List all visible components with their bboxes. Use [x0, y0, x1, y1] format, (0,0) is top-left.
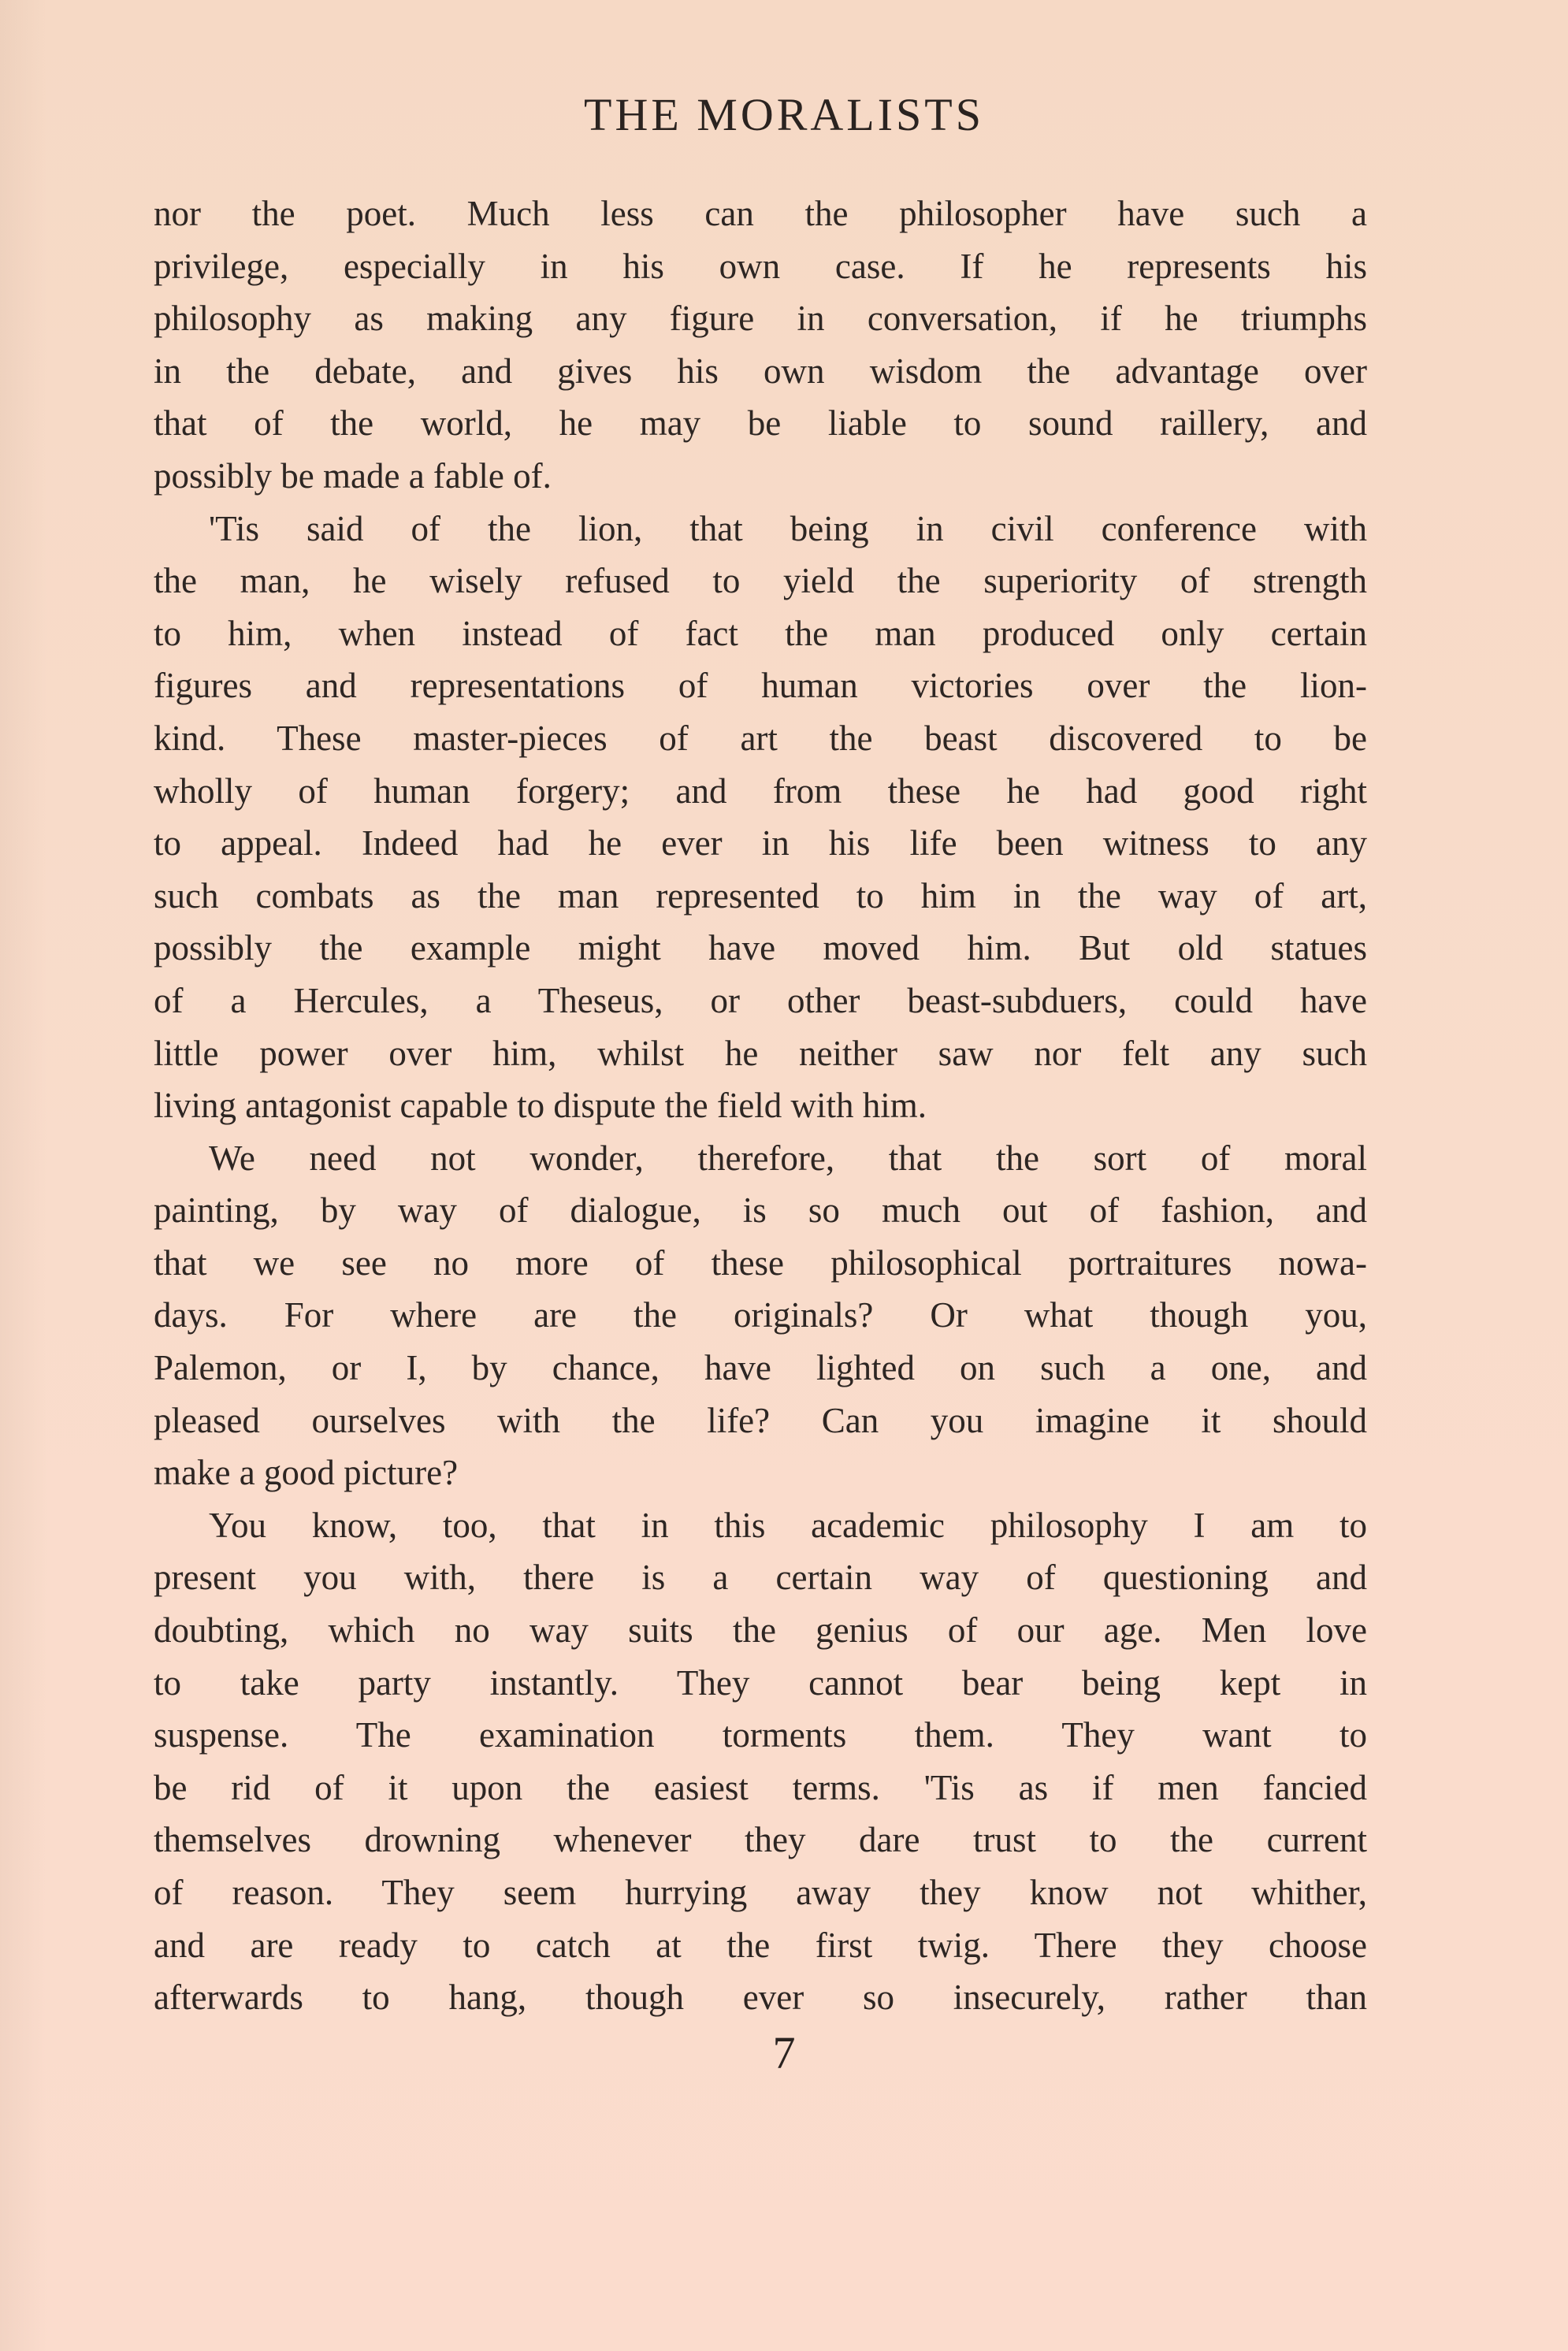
text-line: nor the poet. Much less can the philosopher have such a — [154, 194, 1367, 233]
text-line: living antagonist capable to dispute the field with him. — [154, 1086, 927, 1126]
text-line: doubting, which no way suits the genius of our age. Men love — [154, 1610, 1367, 1651]
text-line: such combats as the man represented to him in the way of art, — [154, 875, 1367, 916]
text-line: little power over him, whilst he neither saw nor felt any such — [154, 1033, 1367, 1073]
text-line: painting, by way of dialogue, is so much out of fashion, and — [154, 1190, 1367, 1231]
text-line: pleased ourselves with the life? Can you imagine it should — [154, 1400, 1367, 1440]
paragraph — [154, 1132, 1367, 1499]
text-line: wholly of human forgery; and from these he had good right — [154, 771, 1367, 811]
page-number: 7 — [772, 2027, 796, 2078]
running-head: THE MORALISTS — [584, 89, 984, 140]
text-line: the man, he wisely refused to yield the superiority of strength — [154, 561, 1367, 601]
paragraph — [154, 188, 1367, 503]
text-line: that we see no more of these philosophical portraitures nowa- — [154, 1242, 1367, 1283]
text-line: privilege, especially in his own case. If he represents his — [154, 246, 1367, 286]
text-line: themselves drowning whenever they dare trust to the current — [154, 1820, 1367, 1860]
text-line: in the debate, and gives his own wisdom the advantage over — [154, 351, 1367, 391]
text-line: You know, too, that in this academic philosophy I am to — [209, 1505, 1367, 1545]
text-line: days. For where are the originals? Or what though you, — [154, 1295, 1367, 1335]
text-line: kind. These master-pieces of art the beast discovered to be — [154, 718, 1367, 758]
text-line: possibly the example might have moved him. But old statues — [154, 928, 1367, 968]
paragraph — [154, 503, 1367, 1132]
text-line: of a Hercules, a Theseus, or other beast-subduers, could have — [154, 980, 1367, 1020]
text-line: to take party instantly. They cannot bear being kept in — [154, 1662, 1367, 1703]
text-line: to him, when instead of fact the man produced only certain — [154, 613, 1367, 653]
text-line: be rid of it upon the easiest terms. 'Tis as if men fancied — [154, 1767, 1367, 1807]
body-text — [154, 188, 1367, 2024]
text-line: suspense. The examination torments them. They want to — [154, 1715, 1367, 1755]
text-line: Palemon, or I, by chance, have lighted on such a one, and — [154, 1348, 1367, 1388]
text-line: present you with, there is a certain way of questioning and — [154, 1558, 1367, 1598]
text-line: philosophy as making any figure in conversation, if he triumphs — [154, 299, 1367, 339]
text-line: figures and representations of human victories over the lion- — [154, 666, 1367, 706]
text-line: 'Tis said of the lion, that being in civil conference with — [209, 508, 1367, 548]
text-line: of reason. They seem hurrying away they know not whither, — [154, 1873, 1367, 1912]
text-line: that of the world, he may be liable to sound raillery, and — [154, 403, 1367, 444]
text-line: and are ready to catch at the first twig. There they choose — [154, 1925, 1367, 1965]
text-line: afterwards to hang, though ever so insecurely, rather than — [154, 1978, 1367, 2018]
text-line: We need not wonder, therefore, that the sort of moral — [209, 1138, 1367, 1178]
text-line: to appeal. Indeed had he ever in his life been witness to any — [154, 823, 1367, 864]
paragraph — [154, 1499, 1367, 2024]
text-line: possibly be made a fable of. — [154, 455, 552, 496]
text-line: make a good picture? — [154, 1453, 459, 1493]
